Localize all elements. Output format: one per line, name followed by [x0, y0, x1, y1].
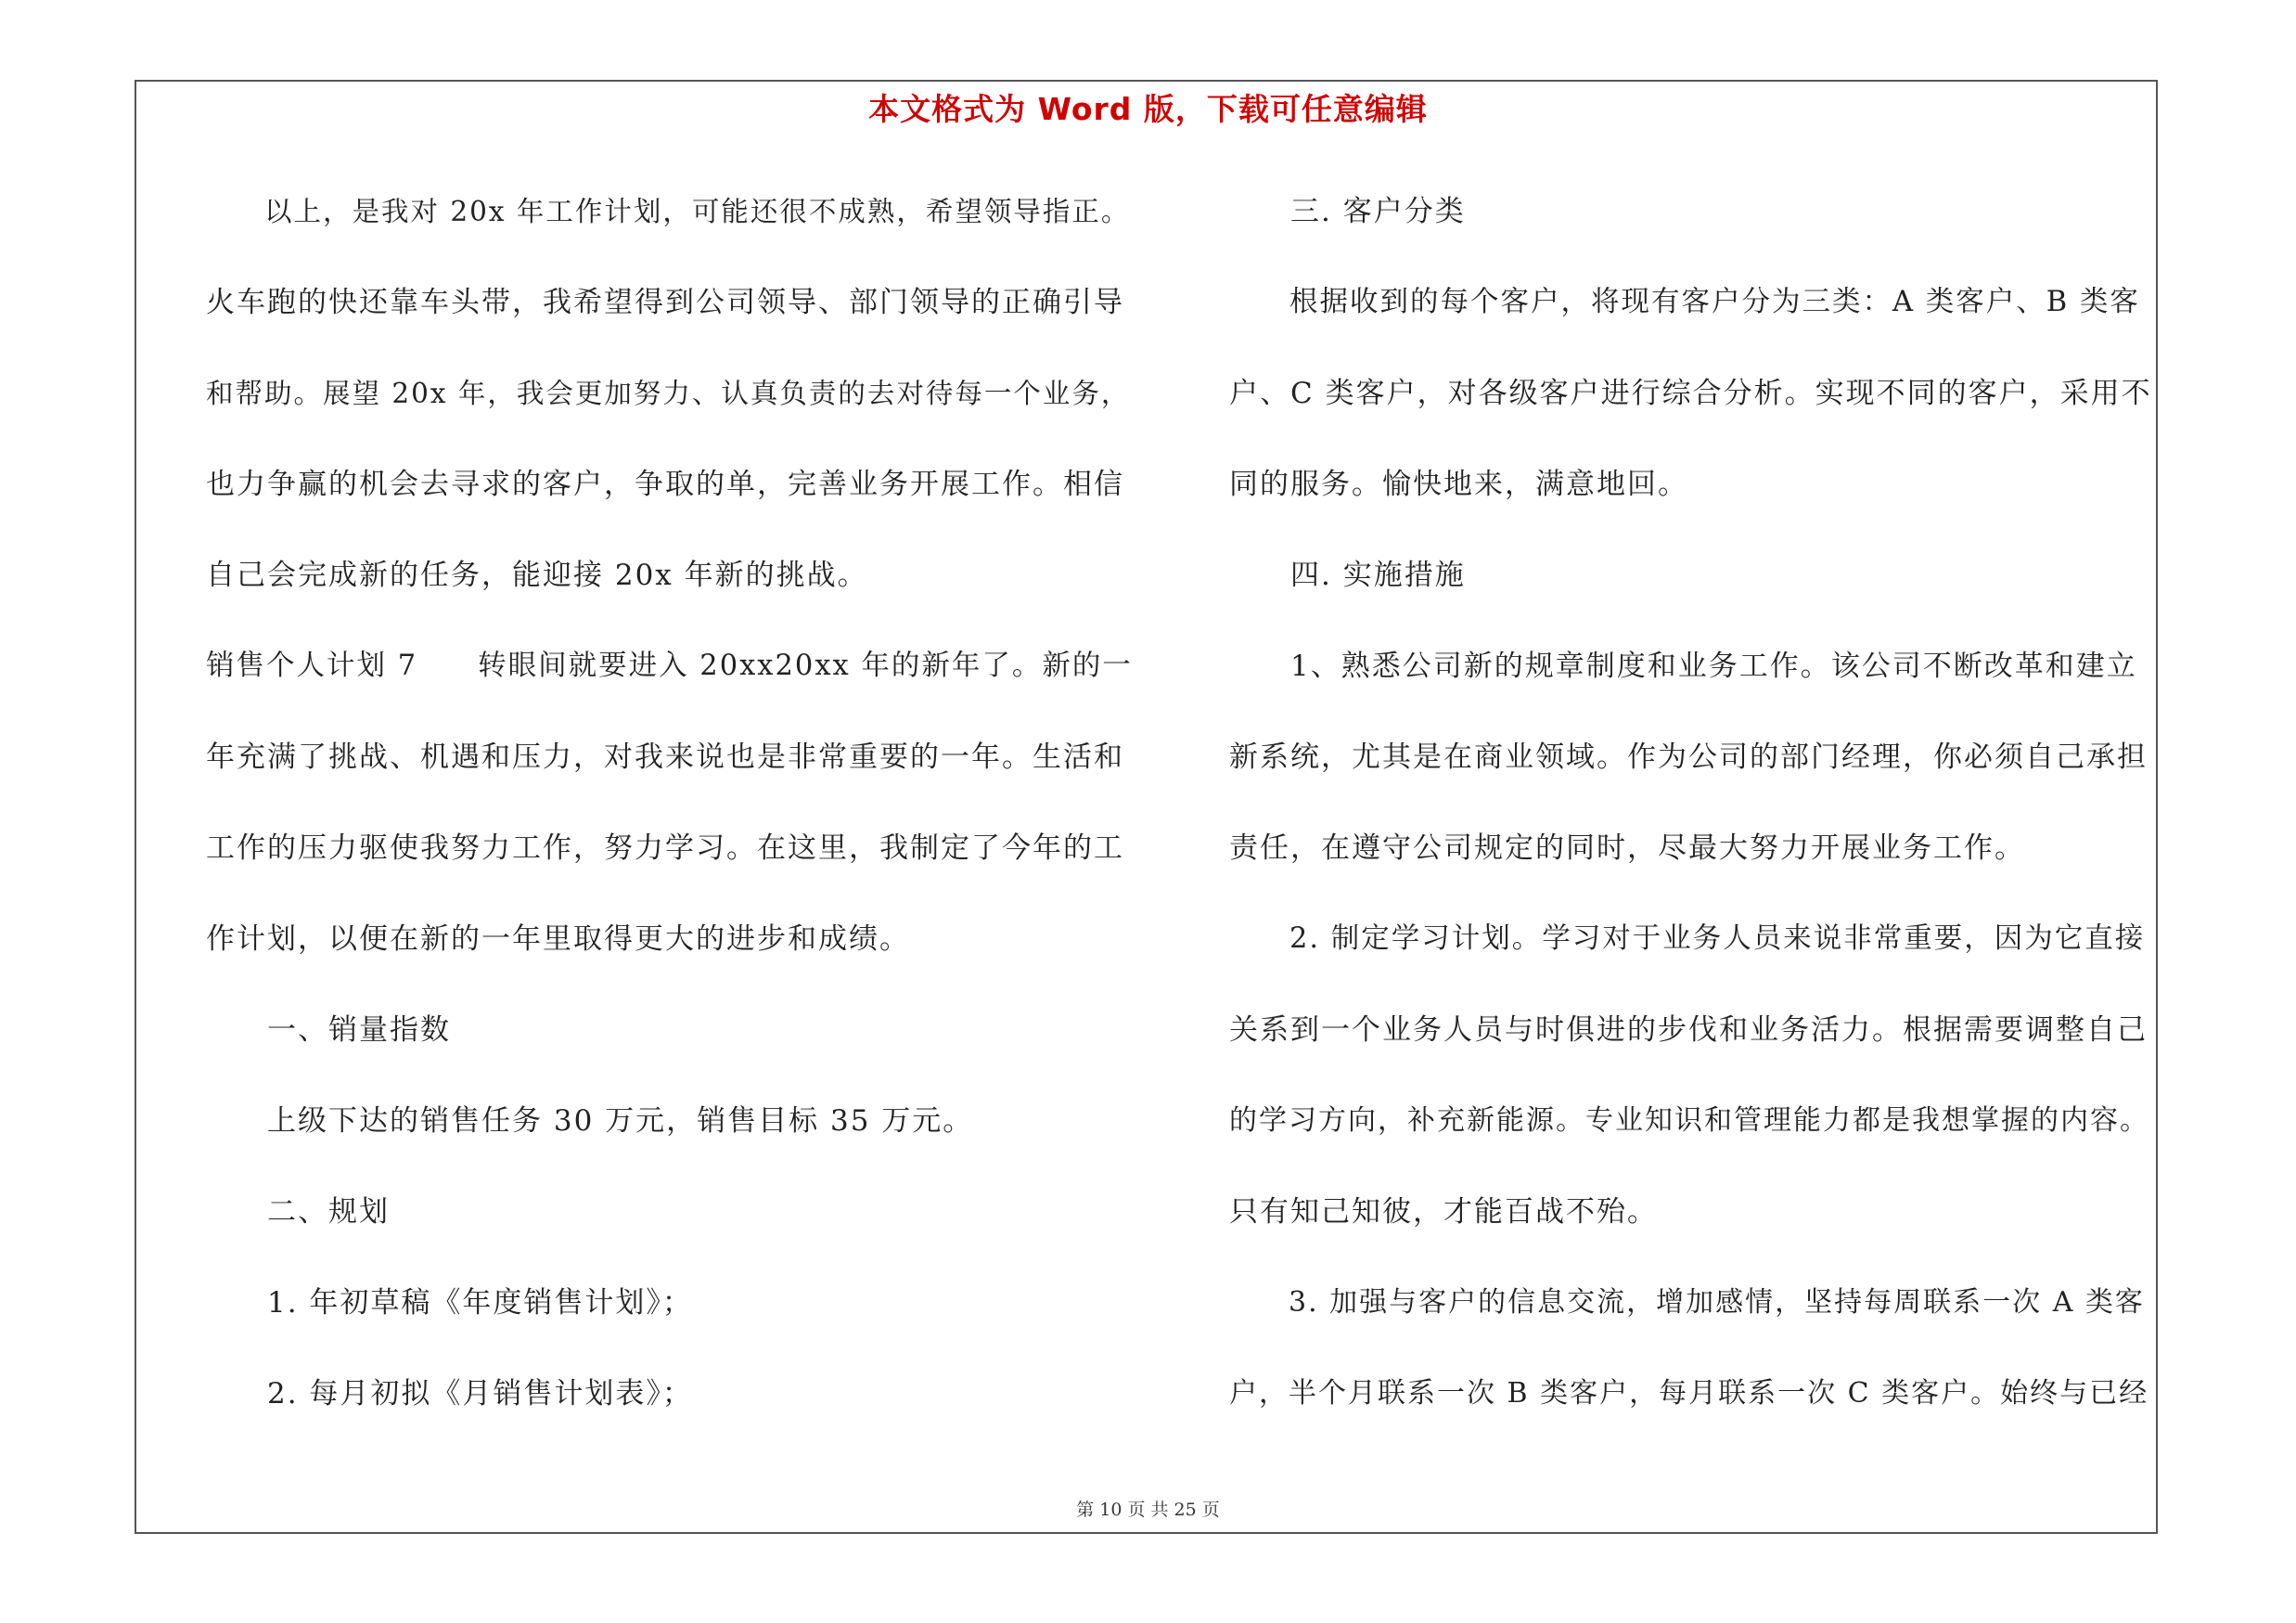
- paragraph-line: 和帮助。展望 20x 年，我会更加努力、认真负责的去对待每一个业务，: [206, 378, 1131, 409]
- paragraph-line: 只有知己知彼，才能百战不殆。: [1229, 1195, 1658, 1229]
- section-heading: 四. 实施措施: [1229, 559, 1466, 592]
- paragraph-line: 年充满了挑战、机遇和压力，对我来说也是非常重要的一年。生活和: [206, 741, 1124, 774]
- paragraph-line: 新系统，尤其是在商业领域。作为公司的部门经理，你必须自己承担: [1229, 741, 2148, 774]
- paragraph-line: 户，半个月联系一次 B 类客户，每月联系一次 C 类客户。始终与已经: [1229, 1377, 2149, 1410]
- paragraph-line: 工作的压力驱使我努力工作，努力学习。在这里，我制定了今年的工: [206, 831, 1124, 865]
- list-item: 1. 年初草稿《年度销售计划》；: [206, 1286, 693, 1320]
- paragraph-line: 销售个人计划 7 转眼间就要进入 20xx20xx 年的新年了。新的一: [206, 650, 1133, 682]
- paragraph-line: 责任，在遵守公司规定的同时，尽最大努力开展业务工作。: [1229, 831, 2025, 865]
- paragraph-line: 关系到一个业务人员与时俱进的步伐和业务活力。根据需要调整自己: [1229, 1013, 2148, 1047]
- section-heading: 一、销量指数: [206, 1013, 451, 1047]
- paragraph-line: 也力争赢的机会去寻求的客户，争取的单，完善业务开展工作。相信: [206, 468, 1124, 501]
- paragraph-line: 自己会完成新的任务，能迎接 20x 年新的挑战。: [206, 559, 868, 592]
- page-number: 第 10 页 共 25 页: [1076, 1500, 1220, 1520]
- list-item: 2. 每月初拟《月销售计划表》；: [206, 1377, 693, 1410]
- paragraph-line: 户、C 类客户，对各级客户进行综合分析。实现不同的客户，采用不: [1229, 377, 2152, 410]
- paragraph-line: 以上，是我对 20x 年工作计划，可能还很不成熟，希望领导指正。: [206, 196, 1131, 227]
- section-heading: 三. 客户分类: [1229, 195, 1466, 228]
- paragraph-line: 的学习方向，补充新能源。专业知识和管理能力都是我想掌握的内容。: [1229, 1104, 2149, 1137]
- paragraph-line: 同的服务。愉快地来，满意地回。: [1229, 468, 1688, 501]
- header-banner: 本文格式为 Word 版，下载可任意编辑: [868, 91, 1428, 127]
- paragraph-line: 火车跑的快还靠车头带，我希望得到公司领导、部门领导的正确引导: [206, 286, 1124, 319]
- paragraph-line: 1、熟悉公司新的规章制度和业务工作。该公司不断改革和建立: [1229, 650, 2137, 683]
- paragraph-line: 2. 制定学习计划。学习对于业务人员来说非常重要，因为它直接: [1229, 922, 2146, 955]
- paragraph-line: 上级下达的销售任务 30 万元，销售目标 35 万元。: [206, 1104, 974, 1138]
- paragraph-line: 根据收到的每个客户，将现有客户分为三类：A 类客户、B 类客: [1229, 286, 2140, 318]
- paragraph-line: 3. 加强与客户的信息交流，增加感情，坚持每周联系一次 A 类客: [1229, 1286, 2145, 1319]
- section-heading: 二、规划: [206, 1195, 390, 1229]
- paragraph-line: 作计划，以便在新的一年里取得更大的进步和成绩。: [206, 922, 910, 956]
